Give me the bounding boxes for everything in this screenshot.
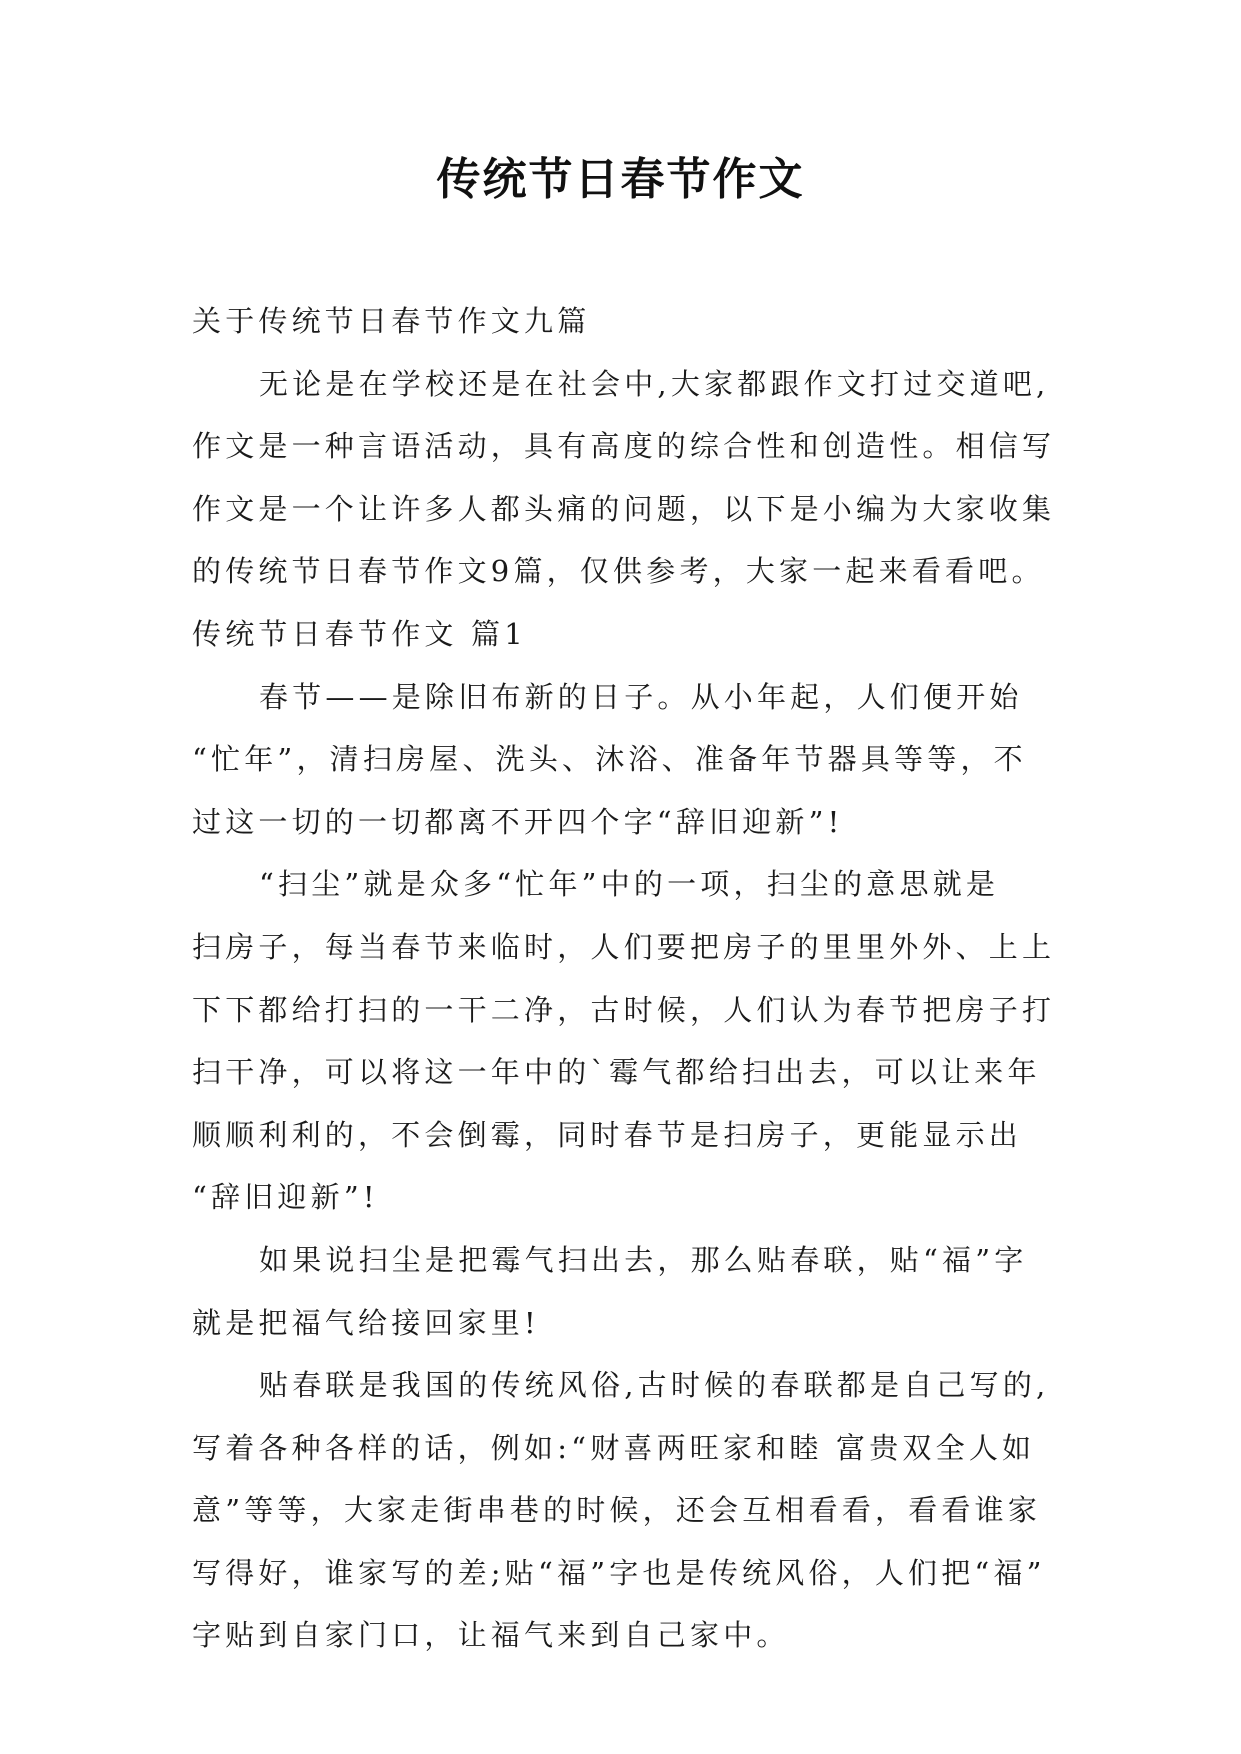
paragraph-line: 顺顺利利的，不会倒霉，同时春节是扫房子，更能显示出: [192, 1117, 1023, 1152]
paragraph-line: 下下都给打扫的一干二净，古时候，人们认为春节把房子打: [192, 992, 1056, 1027]
paragraph-line: 作文是一个让许多人都头痛的问题，以下是小编为大家收集: [192, 491, 1056, 526]
section-heading-line: 传统节日春节作文 篇1: [192, 616, 527, 651]
paragraph-line: 扫房子，每当春节来临时，人们要把房子的里里外外、上上: [192, 929, 1056, 964]
paragraph-line: 贴春联是我国的传统风俗,古时候的春联都是自己写的,: [259, 1368, 1050, 1403]
paragraph-line: 写着各种各样的话，例如:“财喜两旺家和睦 富贵双全人如: [192, 1430, 1036, 1465]
paragraph-line: 扫干净，可以将这一年中的`霉气都给扫出去，可以让来年: [192, 1055, 1041, 1090]
paragraph-line: 无论是在学校还是在社会中,大家都跟作文打过交道吧,: [259, 366, 1050, 401]
document-body: [192, 290, 1062, 1667]
paragraph-line: “扫尘”就是众多“忙年”中的一项，扫尘的意思就是: [259, 867, 1000, 902]
paragraph-line: “忙年”，清扫房屋、洗头、沐浴、准备年节器具等等，不: [192, 742, 1027, 777]
paragraph-line: 意”等等，大家走街串巷的时候，还会互相看看，看看谁家: [192, 1493, 1042, 1528]
paragraph-line: 如果说扫尘是把霉气扫出去，那么贴春联，贴“福”字: [259, 1242, 1028, 1277]
paragraph-line: 过这一切的一切都离不开四个字“辞旧迎新”!: [192, 804, 844, 839]
paragraph-line: 作文是一种言语活动，具有高度的综合性和创造性。相信写: [192, 429, 1056, 464]
paragraph-line: 写得好，谁家写的差;贴“福”字也是传统风俗，人们把“福”: [192, 1555, 1046, 1590]
paragraph-line: 的传统节日春节作文9篇，仅供参考，大家一起来看看吧。: [192, 554, 1045, 589]
paragraph-line: “辞旧迎新”!: [192, 1180, 379, 1215]
paragraph-line: 春节——是除旧布新的日子。从小年起，人们便开始: [259, 679, 1023, 714]
paragraph-line: 就是把福气给接回家里!: [192, 1305, 540, 1340]
paragraph-line: 字贴到自家门口，让福气来到自己家中。: [192, 1618, 790, 1653]
intro-heading-line: 关于传统节日春节作文九篇: [192, 304, 591, 338]
document-title: 传统节日春节作文: [436, 154, 805, 205]
